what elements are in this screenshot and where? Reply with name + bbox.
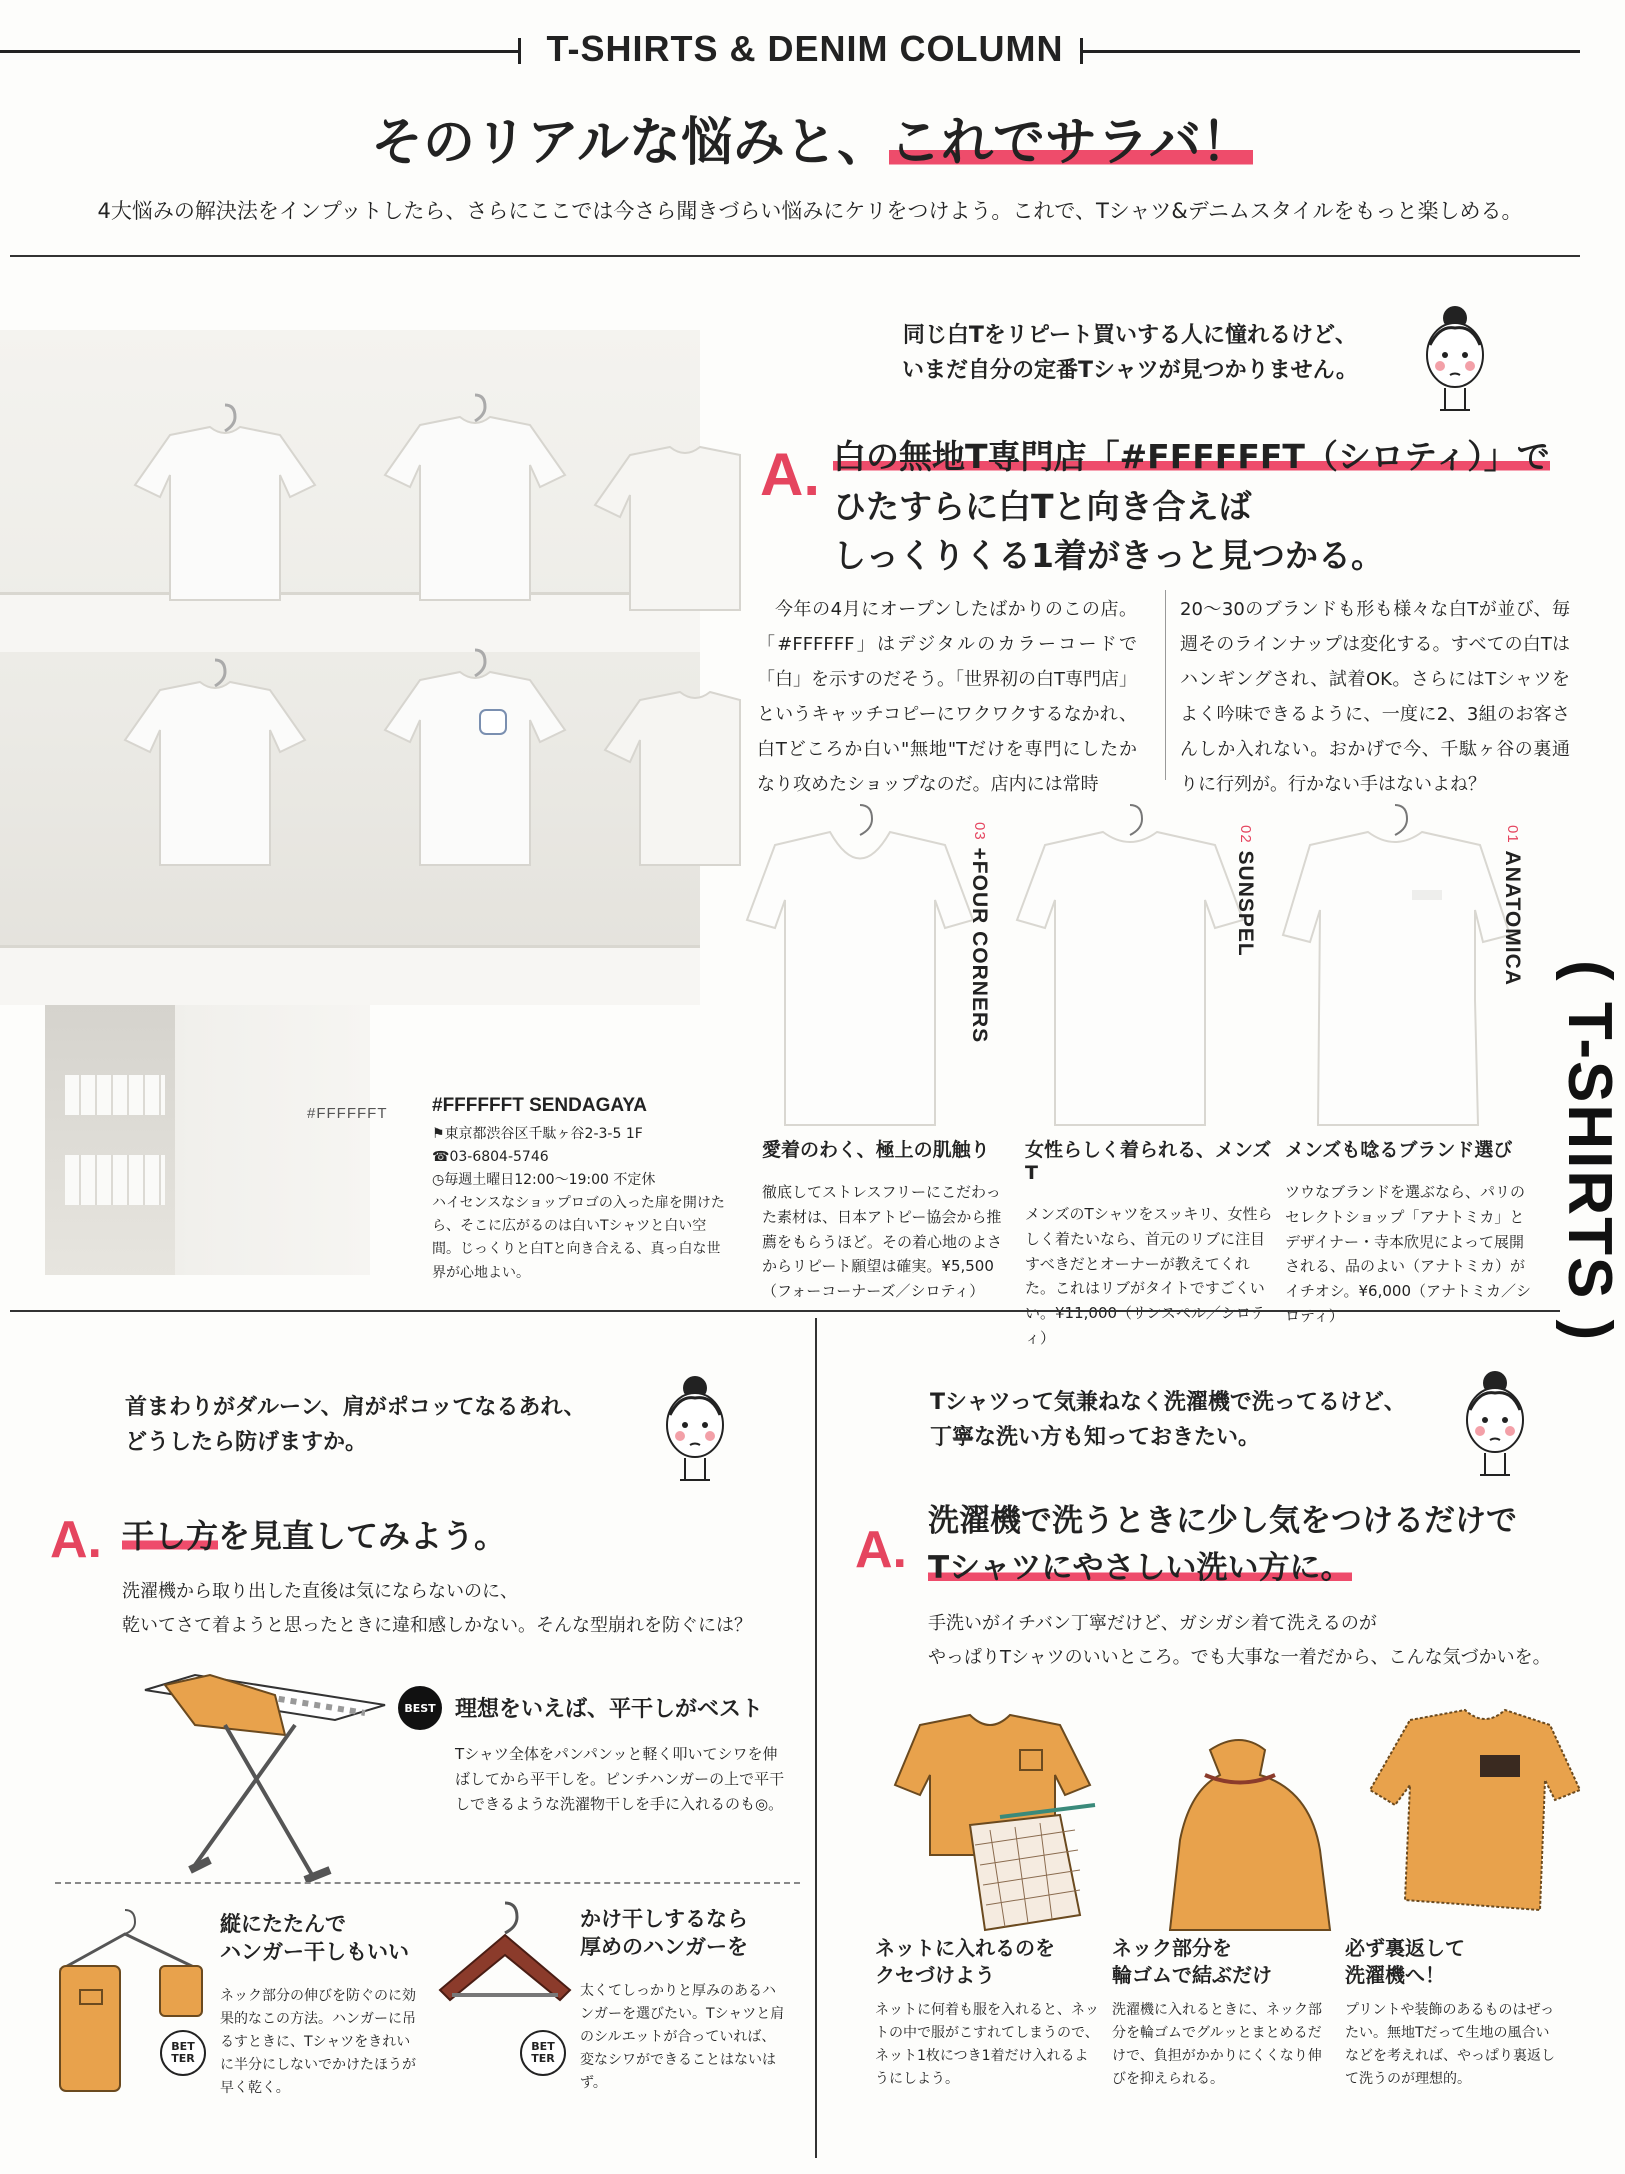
lead-line: やっぱりTシャツのいいところ。でも大事な一着だから、こんな気づかいを。 xyxy=(928,1647,1551,1669)
badge-text: BET xyxy=(171,2040,195,2054)
answer-rest: を見直してみよう。 xyxy=(218,1517,507,1555)
question-line: 同じ白Tをリピート買いする人に憧れるけど、 xyxy=(902,323,1358,348)
better-badge xyxy=(160,2030,206,2076)
column-divider xyxy=(1165,590,1166,780)
body-text-right: 20〜30のブランドも形も様々な白Tが並び、毎週そのラインナップは変化する。すべての白Tはハンギングされ、試着OK。さらにはTシャツをよく吟味できるように、一度に2、3組のお客さんしか入れない。おかげで今、千駄ヶ谷の裏通りに行列が。行かない手はないよね？ xyxy=(1180,599,1570,796)
store-interior-photo xyxy=(0,330,700,1000)
question-line: Tシャツって気兼ねなく洗濯機で洗ってるけど、 xyxy=(930,1390,1406,1415)
title-rule-right xyxy=(1080,50,1580,53)
product-brand: ANATOMICA xyxy=(1501,850,1524,986)
lead-text-2 xyxy=(122,1575,802,1643)
badge-text: TER xyxy=(171,2052,195,2065)
tip-desc: ネットに何着も服を入れると、ネットの中で服がこすれてしまうので、ネット1枚につき1着だけ入れるようにしよう。 xyxy=(875,2002,1099,2088)
tee-tied-with-rubber-band-icon xyxy=(1150,1730,1340,1940)
tip-desc: プリントや装飾のあるものはぜったい。無地Tだって生地の風合いなどを考えれば、やっぱり裏返して洗うのが理想的。 xyxy=(1345,2002,1555,2088)
question-line: 首まわりがダルーン、肩がポコッてなるあれ、 xyxy=(125,1395,586,1420)
title-line: 輪ゴムで結ぶだけ xyxy=(1112,1963,1272,1987)
answer-highlight: 干し方 xyxy=(122,1517,219,1555)
shop-address-text: 東京都渋谷区千駄ヶ谷2-3-5 1F xyxy=(444,1126,643,1142)
laundry-tip xyxy=(1112,1935,1327,2091)
shop-hours-text: 毎週土曜日12:00〜19:00 不定休 xyxy=(444,1172,656,1189)
phone-icon: ☎ xyxy=(432,1149,450,1166)
flat-drying-rack-icon xyxy=(135,1665,395,1895)
hanging-tee-icon xyxy=(120,660,310,870)
tip-title xyxy=(875,1935,1100,1989)
best-badge: BEST xyxy=(398,1686,442,1730)
product-brand: +FOUR CORNERS xyxy=(968,847,991,1044)
tip-desc: 洗濯機に入れるときに、ネック部分を輪ゴムでグルッとまとめるだけで、負担がかかりにくくなり伸びを抑えられる。 xyxy=(1112,2002,1322,2088)
product-number: 02 xyxy=(1237,825,1254,844)
title-line: 厚めのハンガーを xyxy=(580,1935,748,1960)
title-line: ハンガー干しもいい xyxy=(220,1940,409,1965)
tip2-description: 太くてしっかりと厚みのあるハンガーを選びたい。Tシャツと肩のシルエットが合っていれば、変なシワができることはないはず。 xyxy=(580,1983,785,2092)
title-line: かけ干しするなら xyxy=(580,1907,748,1931)
white-tee-scoop-neck-icon xyxy=(745,800,975,1140)
question-line: どうしたら防げますか。 xyxy=(125,1430,368,1456)
rack xyxy=(65,1075,165,1115)
shop-info xyxy=(432,1095,732,1285)
product-desc: 徹底してストレスフリーにこだわった素材は、日本アトピー協会から推薦をもらうほど。その着心地のよさからリピート願望は確実。¥5,500（フォーコーナーズ／シロティ） xyxy=(762,1183,1003,1300)
rack xyxy=(65,1155,165,1205)
title-line: ネック部分を xyxy=(1112,1936,1232,1960)
product-desc: メンズのTシャツをスッキリ、女性らしく着たいなら、首元のリブに注目すべきだとオーナーが教えてくれた。これはリブがタイトですごくいい。¥11,000（サンスペル／シロティ） xyxy=(1025,1205,1273,1347)
product-brand-label xyxy=(1500,825,1524,1025)
answer-a-mark: A. xyxy=(855,1521,907,1579)
shop-name: #FFFFFFT SENDAGAYA xyxy=(432,1095,648,1116)
shop-hours xyxy=(432,1169,732,1192)
product-brand-label xyxy=(967,822,991,1082)
answer-2 xyxy=(122,1512,722,1560)
product-caption xyxy=(1285,1135,1535,1329)
worried-woman-icon xyxy=(1450,1365,1540,1485)
product-brand: SUNSPEL xyxy=(1234,850,1257,957)
badge-text: BET xyxy=(531,2040,555,2054)
hanging-tee-icon xyxy=(380,395,570,605)
title-rule-left xyxy=(0,50,520,53)
hanging-tee-icon xyxy=(600,670,740,870)
answer-line: 洗濯機で洗うときに少し気をつけるだけで xyxy=(928,1503,1517,1539)
shop-sign: #FFFFFFT xyxy=(307,1105,388,1122)
lead-line: 手洗いがイチバン丁寧だけど、ガシガシ着て洗えるのが xyxy=(928,1613,1377,1634)
title-rule-tick xyxy=(518,38,521,64)
hanging-tee-icon xyxy=(380,650,570,870)
column-title: T-SHIRTS & DENIM COLUMN xyxy=(546,28,1064,69)
laundry-tip xyxy=(875,1935,1100,2091)
vertical-divider xyxy=(815,1318,817,2158)
product-brand-label xyxy=(1233,825,1257,1025)
answer-1 xyxy=(833,432,1563,581)
side-tab-label: ( T-SHIRTS ) xyxy=(1555,960,1624,1343)
answer-3 xyxy=(928,1498,1568,1591)
question-3 xyxy=(930,1385,1440,1455)
shelf xyxy=(0,945,700,1005)
question-2 xyxy=(125,1390,645,1460)
best-description: Tシャツ全体をパンパンッと軽く叩いてシワを伸ばしてから平干しを。ピンチハンガーの上で平干しできるような洗濯物干しを手に入れるのも◎。 xyxy=(455,1745,785,1813)
laundry-tip xyxy=(1345,1935,1560,2091)
question-1 xyxy=(900,318,1360,388)
tip1-description: ネック部分の伸びを防ぐのに効果的なこの方法。ハンガーに吊るすときに、Tシャツをきれいに半分にしないでかけたほうが早く乾く。 xyxy=(220,1988,416,2097)
product-number: 03 xyxy=(971,822,988,841)
shop-entrance-photo xyxy=(45,1005,388,1275)
answer-line: 白の無地T専門店「#FFFFFFT（シロティ）」で xyxy=(833,437,1550,476)
worried-woman-icon xyxy=(1410,300,1500,420)
dashed-divider xyxy=(55,1882,800,1884)
lead-line: 洗濯機から取り出した直後は気にならないのに、 xyxy=(122,1581,518,1602)
title-line: 必ず裏返して xyxy=(1345,1936,1465,1960)
answer-a-mark: A. xyxy=(760,441,820,508)
shop-phone xyxy=(432,1146,732,1169)
clock-icon: ◷ xyxy=(432,1172,445,1189)
title-line: ネットに入れるのを xyxy=(875,1936,1055,1960)
hanging-tee-icon xyxy=(130,405,320,605)
lead-text-3 xyxy=(928,1607,1568,1675)
product-desc: ツウなブランドを選ぶなら、パリのセレクトショップ「アナトミカ」とデザイナー・寺本欣児によって展開される、品のよい（アナトミカ）がイチオシ。¥6,000（アナトミカ／シロティ） xyxy=(1285,1183,1531,1325)
worried-woman-icon xyxy=(650,1370,740,1490)
title-line: 縦にたたんで xyxy=(220,1912,346,1936)
white-tee-crew-neck-icon xyxy=(1015,800,1245,1140)
shop-address xyxy=(432,1123,732,1146)
badge-text: TER xyxy=(531,2052,555,2065)
better-badge xyxy=(520,2030,566,2076)
wooden-hanger-icon xyxy=(430,1895,580,2045)
white-tee-pocket-icon xyxy=(1280,800,1515,1140)
product-title: メンズも唸るブランド選び xyxy=(1285,1139,1513,1161)
headline-part1: そのリアルな悩みと、 xyxy=(371,113,889,173)
tee-inside-out-icon xyxy=(1365,1700,1585,1930)
section-divider xyxy=(10,1310,1560,1312)
answer-line: しっくりくる1着がきっと見つかる。 xyxy=(833,536,1384,575)
location-pin-icon: ⚑ xyxy=(432,1126,445,1142)
tip2-title xyxy=(580,1905,800,1962)
shop-interior-area xyxy=(45,1005,175,1275)
section-divider xyxy=(10,255,1580,257)
body-text-left: 今年の4月にオープンしたばかりのこの店。「#FFFFFF」はデジタルのカラーコードで「白」を示すのだそう。「世界初の白T専門店」というキャッチコピーにワクワクするなかれ、白Tどころか白い"無地"Tだけを専門にしたかなり攻めたショップなのだ。店内には常時 xyxy=(757,599,1137,796)
shop-description: ハイセンスなショップロゴの入った扉を開けたら、そこに広がるのは白いTシャツと白い空間。じっくりと白Tと向き合える、真っ白な世界が心地よい。 xyxy=(432,1195,725,1281)
tip1-title xyxy=(220,1910,430,1967)
headline-part2: これでサラバ！ xyxy=(888,113,1253,173)
product-title: 愛着のわく、極上の肌触り xyxy=(762,1139,990,1161)
lead-line: 乾いてさて着ようと思ったときに違和感しかない。そんな型崩れを防ぐには？ xyxy=(122,1615,752,1637)
page-headline xyxy=(0,100,1624,175)
title-line: 洗濯機へ！ xyxy=(1345,1963,1445,1987)
tip-title xyxy=(1112,1935,1327,1989)
product-title: 女性らしく着られる、メンズT xyxy=(1025,1139,1272,1184)
question-line: いまだ自分の定番Tシャツが見つかりません。 xyxy=(902,358,1358,384)
answer-a-mark: A. xyxy=(50,1511,102,1569)
best-title: 理想をいえば、平干しがベスト xyxy=(455,1697,764,1722)
answer-line: ひたすらに白Tと向き合えば xyxy=(833,486,1252,526)
tee-in-laundry-net-icon xyxy=(880,1705,1110,1935)
shop-phone-text: 03-6804-5746 xyxy=(449,1149,549,1166)
title-line: クセづけよう xyxy=(875,1963,995,1987)
answer-line: Tシャツにやさしい洗い方に。 xyxy=(928,1549,1352,1586)
question-line: 丁寧な洗い方も知っておきたい。 xyxy=(930,1425,1261,1451)
product-caption xyxy=(1025,1135,1275,1351)
tip-title xyxy=(1345,1935,1560,1989)
intro-text: 4大悩みの解決法をインプットしたら、さらにここでは今さら聞きづらい悩みにケリをつけよう。これで、Tシャツ&デニムスタイルをもっと楽しめる。 xyxy=(97,199,1523,223)
column-title-bar xyxy=(0,20,1624,80)
hanging-tee-icon xyxy=(590,425,740,615)
product-caption xyxy=(762,1135,1012,1304)
product-number: 01 xyxy=(1504,825,1521,844)
